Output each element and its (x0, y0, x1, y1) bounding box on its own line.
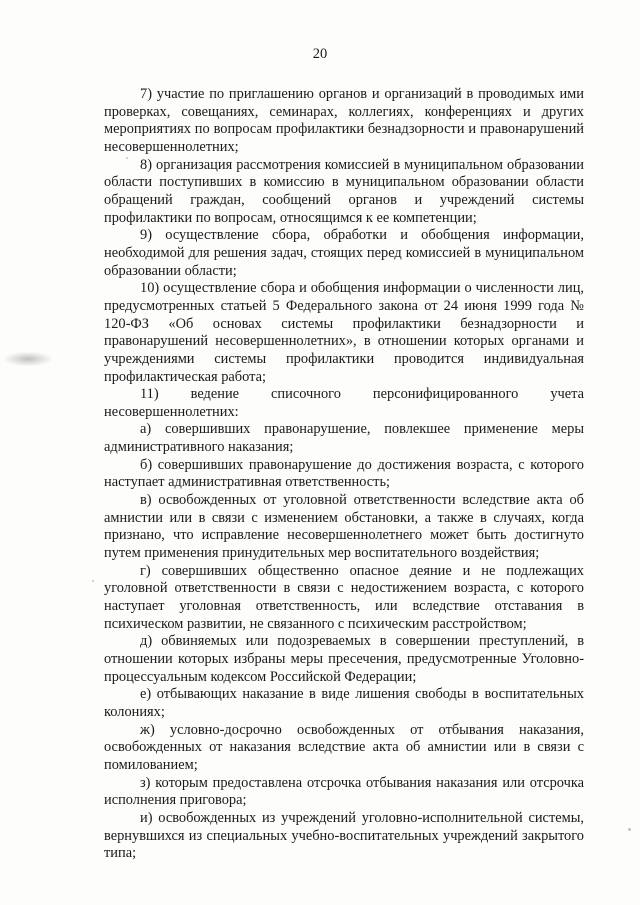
paragraph-subitem-d: д) обвиняемых или подозреваемых в совершении преступлений, в отношении которых избраны меры пресечения, предусмотренные Уголовно-процессуальным кодексом Российской Федерации; (104, 633, 584, 685)
paragraph-item-11: 11) ведение списочного персонифицированного учета несовершеннолетних: (104, 386, 584, 420)
scan-speck (92, 580, 94, 582)
scan-artifact (4, 352, 52, 366)
paragraph-item-8: 8) организация рассмотрения комиссией в муниципальном образовании области поступивших в комиссию в муниципальном образовании области обращений граждан, сообщений органов и учреждений системы профилактики по вопросам, относящимся к ее компетенции; (104, 156, 584, 226)
paragraph-subitem-zh: ж) условно-досрочно освобожденных от отбывания наказания, освобожденных от наказания вследствие акта об амнистии или в связи с помилованием; (104, 721, 584, 773)
paragraph-subitem-a: а) совершивших правонарушение, повлекшее применение меры административного наказания; (104, 421, 584, 456)
paragraph-subitem-v: в) освобожденных от уголовной ответственности вследствие акта об амнистии или в связи с изменением обстановки, а также в случаях, когда признано, что исправление несовершеннолетнего может быть достигнуто путем применения принудительных мер воспитательного воздействия; (104, 492, 584, 562)
page-number: 20 (312, 46, 328, 62)
paragraph-subitem-e: е) отбывающих наказание в виде лишения свободы в воспитательных колониях; (104, 686, 584, 720)
document-body (104, 86, 584, 863)
paragraph-subitem-i: и) освобожденных из учреждений уголовно-исполнительной системы, вернувшихся из специальных учебно-воспитательных учреждений закрытого типа; (104, 809, 584, 862)
paragraph-subitem-b: б) совершивших правонарушение до достижения возраста, с которого наступает административная ответственность; (104, 456, 584, 491)
paragraph-subitem-g: г) совершивших общественно опасное деяние и не подлежащих уголовной ответственности в связи с недостижением возраста, с которого наступает уголовная ответственность, или вследствие отставания в психическом развитии, не связанного с психическим расстройством; (104, 562, 584, 632)
paragraph-subitem-z: з) которым предоставлена отсрочка отбывания наказания или отсрочка исполнения приговора; (104, 774, 584, 809)
paragraph-item-10: 10) осуществление сбора и обобщения информации о численности лиц, предусмотренных статьей 5 Федерального закона от 24 июня 1999 года № 120-ФЗ «Об основах системы профилактики безнадзорности и правонарушений несовершеннолетних», в отношении которых органами и учреждениями системы профилактики проводится индивидуальная профилактическая работа; (104, 280, 584, 385)
scan-speck (628, 828, 631, 831)
paragraph-item-9: 9) осуществление сбора, обработки и обобщения информации, необходимой для решения задач, стоящих перед комиссией в муниципальном образовании области; (104, 227, 584, 279)
paragraph-item-7: 7) участие по приглашению органов и организаций в проводимых ими проверках, совещаниях, семинарах, коллегиях, конференциях и других мероприятиях по вопросам профилактики безнадзорности и правонарушений несовершеннолетних; (104, 86, 584, 155)
